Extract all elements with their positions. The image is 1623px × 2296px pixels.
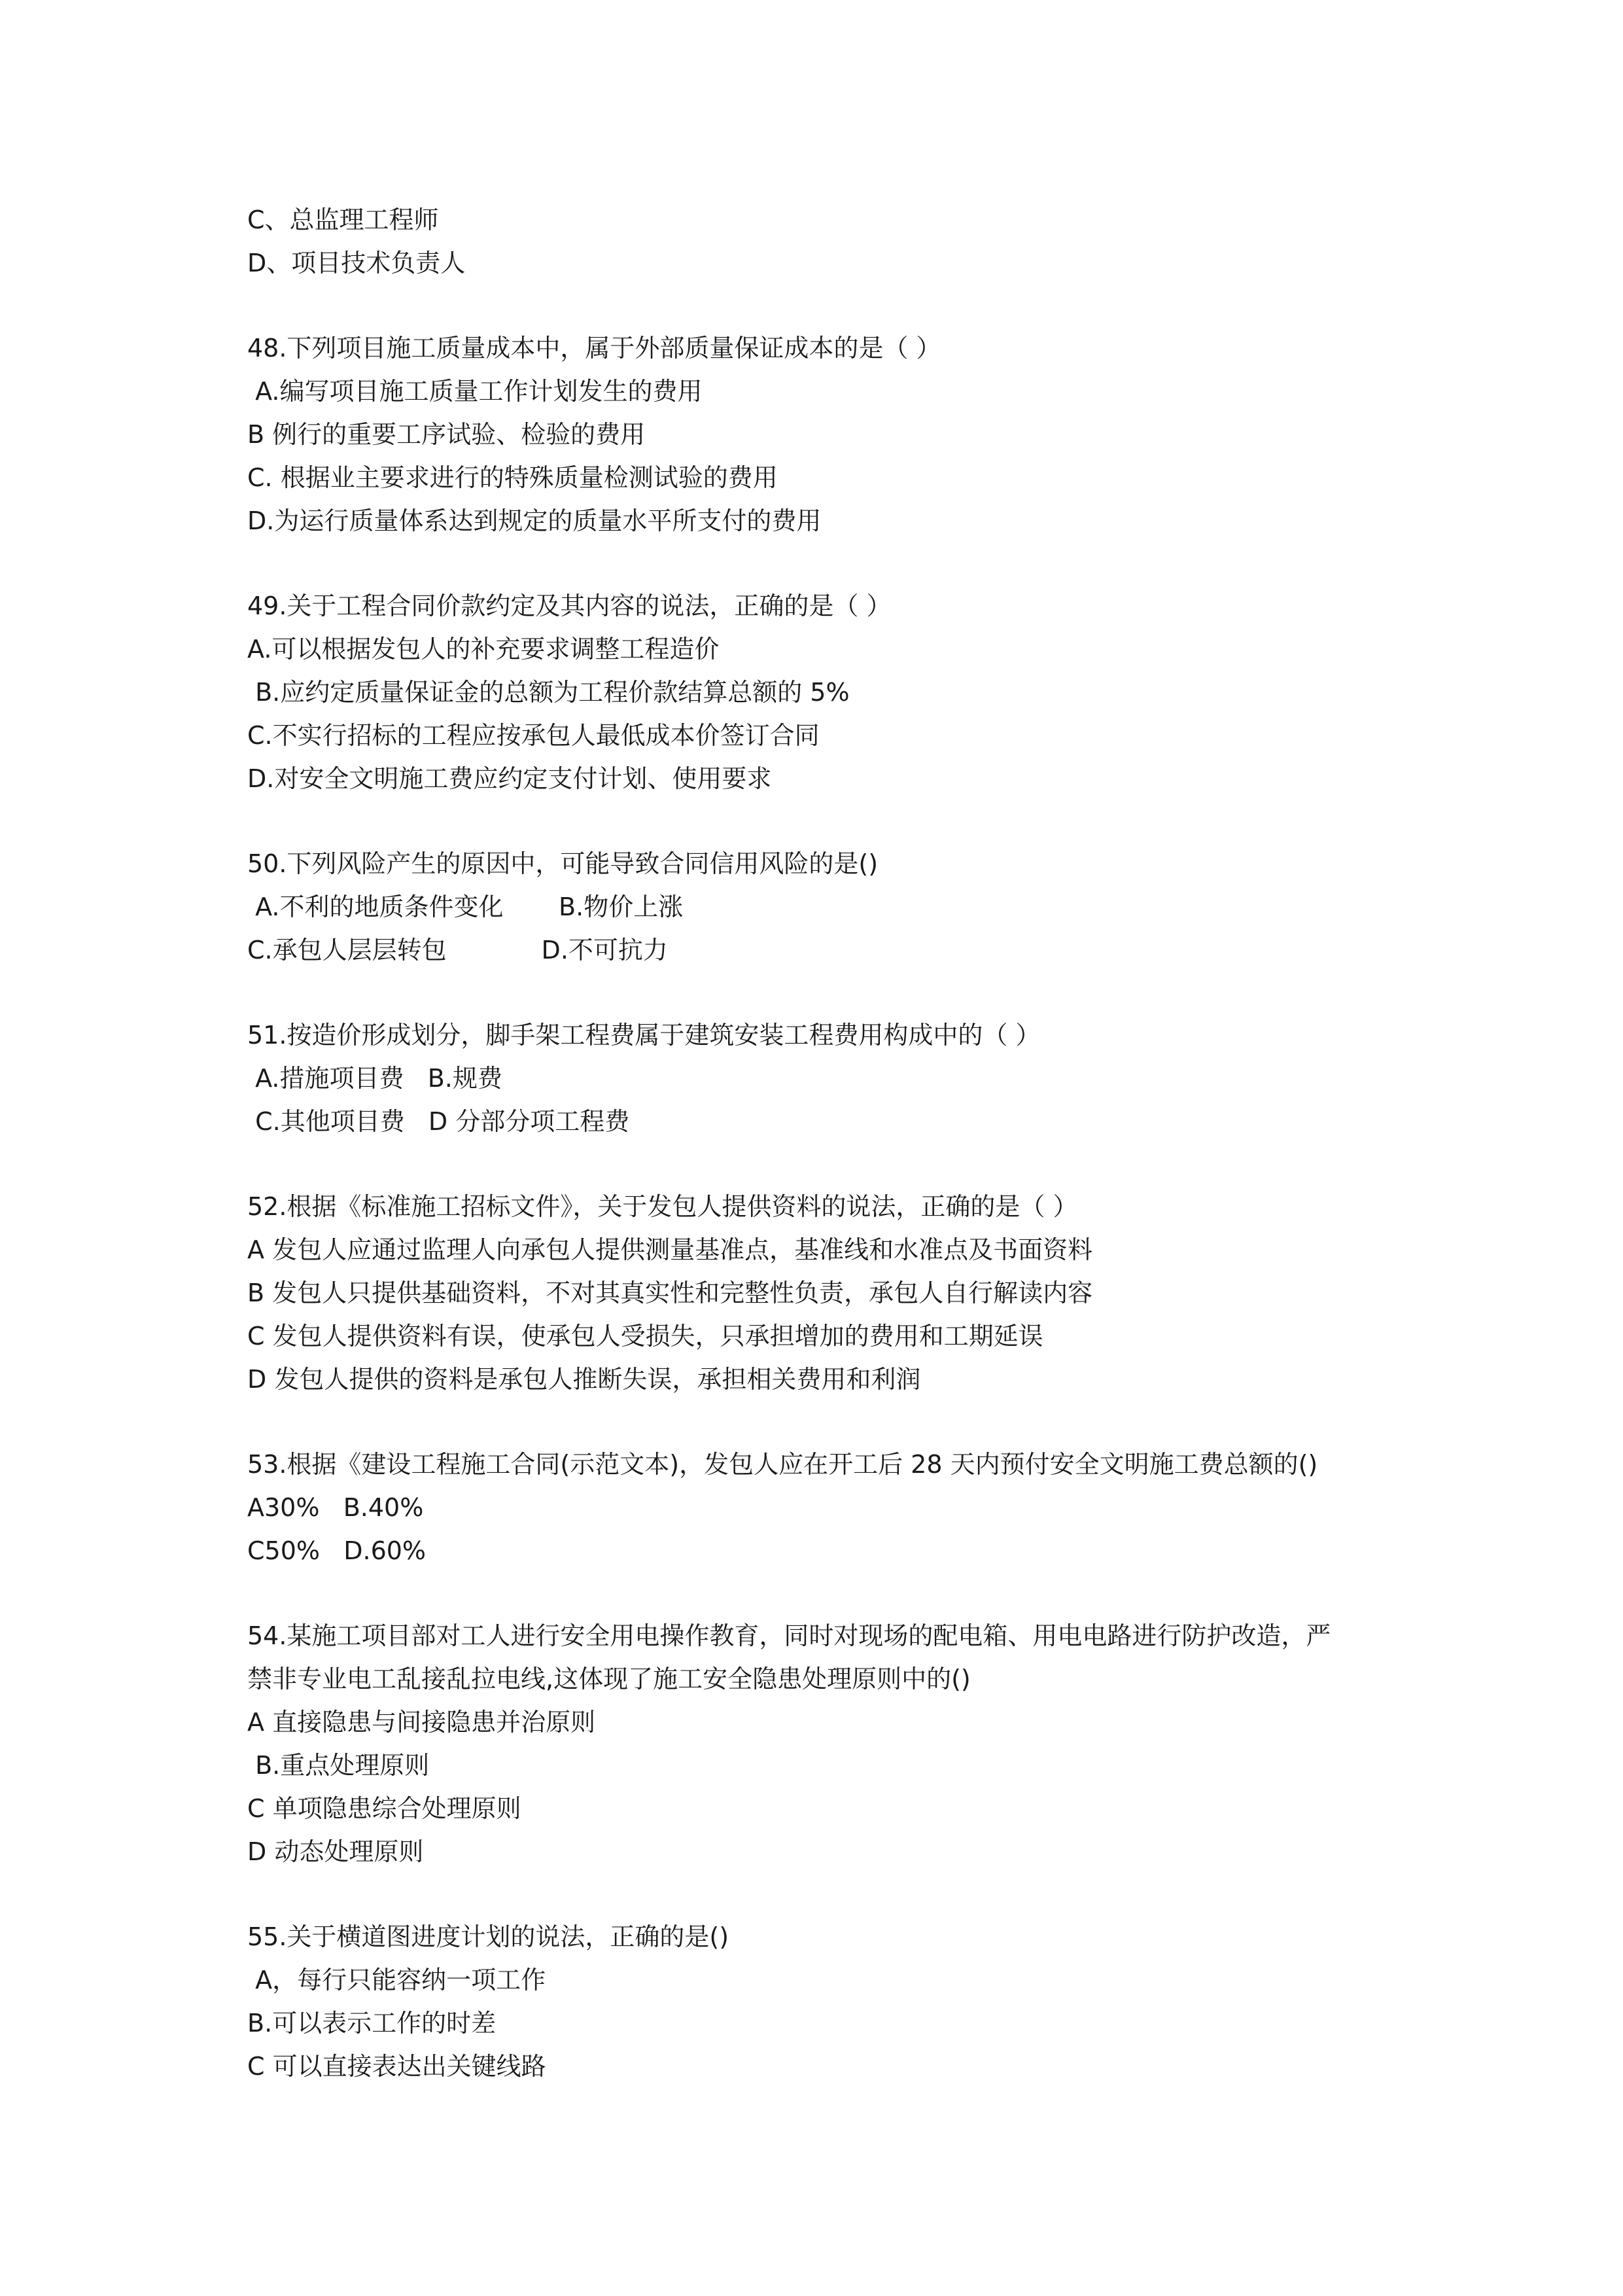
question-49: 49.关于工程合同价款约定及其内容的说法，正确的是（ ） [247,592,892,620]
question-55-option-c: C 可以直接表达出关键线路 [247,2052,546,2081]
question-50-options-cd: C.承包人层层转包 D.不可抗力 [247,936,668,964]
spacer [247,1572,1399,1614]
spacer [247,542,1399,584]
question-50-options-ab: A.不利的地质条件变化 B.物价上涨 [247,892,684,921]
question-52-option-c: C 发包人提供资料有误，使承包人受损失，只承担增加的费用和工期延误 [247,1322,1043,1351]
spacer [247,1401,1399,1443]
question-49-option-d: D.对安全文明施工费应约定支付计划、使用要求 [247,764,772,793]
question-49-option-a: A.可以根据发包人的补充要求调整工程造价 [247,635,720,663]
question-55-option-a: A，每行只能容纳一项工作 [247,1966,546,1994]
question-55-option-b: B.可以表示工作的时差 [247,2009,497,2038]
question-52-option-b: B 发包人只提供基础资料，不对其真实性和完整性负责，承包人自行解读内容 [247,1279,1093,1307]
question-52-option-d: D 发包人提供的资料是承包人推断失误，承担相关费用和利润 [247,1365,921,1394]
question-54-option-b: B.重点处理原则 [247,1751,430,1780]
question-50: 50.下列风险产生的原因中，可能导致合同信用风险的是() [247,849,879,878]
option-c-prev: C、总监理工程师 [247,205,439,234]
question-48-option-c: C. 根据业主要求进行的特殊质量检测试验的费用 [247,463,778,492]
question-51: 51.按造价形成划分，脚手架工程费属于建筑安装工程费用构成中的（ ） [247,1021,1041,1050]
spacer [247,1873,1399,1915]
option-d-prev: D、项目技术负责人 [247,249,466,277]
spacer [247,285,1399,327]
question-52: 52.根据《标准施工招标文件》，关于发包人提供资料的说法，正确的是（ ） [247,1192,1078,1221]
document-body [247,198,1399,2088]
question-49-option-c: C.不实行招标的工程应按承包人最低成本价签订合同 [247,721,820,750]
question-54-option-a: A 直接隐患与间接隐患并治原则 [247,1708,596,1737]
question-53-options-ab: A30% B.40% [247,1493,424,1522]
question-48-option-d: D.为运行质量体系达到规定的质量水平所支付的费用 [247,506,822,535]
question-48-option-b: B 例行的重要工序试验、检验的费用 [247,420,646,449]
question-54-option-d: D 动态处理原则 [247,1837,424,1866]
question-51-options-ab: A.措施项目费 B.规费 [247,1064,502,1093]
spacer [247,1143,1399,1185]
question-48-option-a: A.编写项目施工质量工作计划发生的费用 [247,377,703,406]
question-53-options-cd: C50% D.60% [247,1536,427,1565]
spacer [247,972,1399,1014]
spacer [247,800,1399,842]
question-51-options-cd: C.其他项目费 D 分部分项工程费 [247,1107,630,1136]
question-54-line-1: 54.某施工项目部对工人进行安全用电操作教育，同时对现场的配电箱、用电电路进行防护改造，严 [247,1621,1331,1650]
question-52-option-a: A 发包人应通过监理人向承包人提供测量基准点，基准线和水准点及书面资料 [247,1235,1093,1264]
question-48: 48.下列项目施工质量成本中，属于外部质量保证成本的是（ ） [247,334,941,362]
question-54-line-2: 禁非专业电工乱接乱拉电线,这体现了施工安全隐患处理原则中的() [247,1665,971,1693]
question-55: 55.关于横道图进度计划的说法，正确的是() [247,1922,729,1951]
question-49-option-b: B.应约定质量保证金的总额为工程价款结算总额的 5% [247,678,850,707]
question-54-option-c: C 单项隐患综合处理原则 [247,1794,521,1823]
question-53: 53.根据《建设工程施工合同(示范文本)，发包人应在开工后 28 天内预付安全文明施工费总额的() [247,1450,1318,1479]
